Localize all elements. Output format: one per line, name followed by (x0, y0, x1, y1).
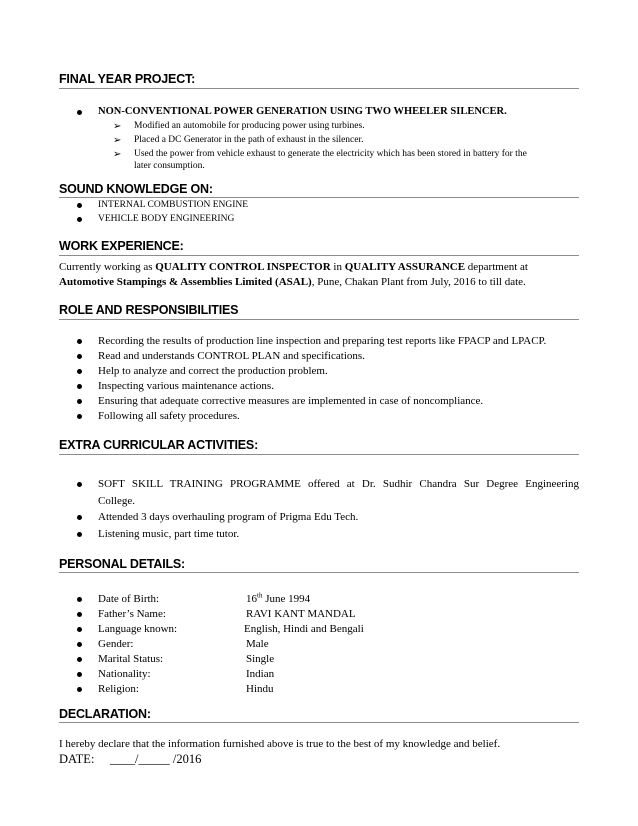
gender-label: Gender: (98, 638, 134, 650)
dob-value (246, 592, 310, 606)
bullet-icon (77, 105, 83, 119)
responsibility-text: Following all safety procedures. (98, 410, 240, 422)
project-point-text: Placed a DC Generator in the path of exhaust in the silencer. (134, 135, 364, 145)
section-divider (59, 255, 579, 256)
religion-label: Religion: (98, 683, 139, 695)
father-name-value: RAVI KANT MANDAL (246, 608, 356, 620)
arrow-bullet-icon: ➢ (113, 135, 122, 146)
knowledge-text: INTERNAL COMBUSTION ENGINE (98, 200, 249, 210)
project-point-text: Used the power from vehicle exhaust to generate the electricity which has been stored in battery for the (134, 149, 527, 159)
father-name-label: Father’s Name: (98, 608, 166, 620)
bullet-icon (77, 637, 83, 651)
company-name: Automotive Stampings & Assemblies Limited (ASAL) (59, 276, 312, 288)
declaration-text: I hereby declare that the information furnished above is true to the best of my knowledge and belief. (59, 738, 501, 750)
final-year-project-heading: FINAL YEAR PROJECT: (59, 72, 196, 86)
bullet-icon (77, 394, 83, 408)
activity-text: Attended 3 days overhauling program of Prigma Edu Tech. (98, 511, 359, 523)
bullet-icon (77, 212, 83, 226)
personal-details-heading: PERSONAL DETAILS: (59, 557, 186, 571)
work-text: Currently working as (59, 261, 156, 273)
bullet-icon (77, 334, 83, 348)
extra-curricular-heading: EXTRA CURRICULAR ACTIVITIES: (59, 438, 259, 452)
section-divider (59, 722, 579, 723)
declaration-heading: DECLARATION: (59, 707, 151, 721)
dob-label: Date of Birth: (98, 593, 160, 605)
dob-rest: June 1994 (262, 593, 311, 605)
responsibility-text: Inspecting various maintenance actions. (98, 380, 274, 392)
arrow-bullet-icon: ➢ (113, 149, 122, 160)
bullet-icon (77, 607, 83, 621)
nationality-label: Nationality: (98, 668, 151, 680)
work-text: in (330, 261, 345, 273)
marital-status-label: Marital Status: (98, 653, 164, 665)
work-text: department at (465, 261, 528, 273)
bullet-icon (77, 622, 83, 636)
bullet-icon (77, 409, 83, 423)
dob-suffix: th (257, 591, 263, 600)
responsibility-text: Ensuring that adequate corrective measures are implemented in case of noncompliance. (98, 395, 484, 407)
religion-value: Hindu (246, 683, 274, 695)
bullet-icon (77, 379, 83, 393)
project-point-text: Modified an automobile for producing power using turbines. (134, 121, 365, 131)
responsibility-text: Help to analyze and correct the production problem. (98, 365, 328, 377)
activity-text: Listening music, part time tutor. (98, 528, 240, 540)
dob-day: 16 (246, 593, 257, 605)
sound-knowledge-heading: SOUND KNOWLEDGE ON: (59, 182, 213, 196)
arrow-bullet-icon: ➢ (113, 121, 122, 132)
bullet-icon (77, 592, 83, 606)
job-role: QUALITY CONTROL INSPECTOR (155, 261, 331, 273)
section-divider (59, 572, 579, 573)
bullet-icon (77, 652, 83, 666)
responsibility-text: Recording the results of production line inspection and preparing test reports like FPACP and LPACP. (98, 335, 547, 347)
bullet-icon (77, 510, 83, 524)
nationality-value: Indian (246, 668, 275, 680)
gender-value: Male (246, 638, 269, 650)
activity-text: SOFT SKILL TRAINING PROGRAMME offered at Dr. Sudhir Chandra Sur Degree Engineering (98, 478, 579, 490)
work-text: , Pune, Chakan Plant from July, 2016 to till date. (311, 276, 526, 288)
section-divider (59, 454, 579, 455)
bullet-icon (77, 198, 83, 212)
bullet-icon (77, 667, 83, 681)
bullet-icon (77, 527, 83, 541)
project-point-text: later consumption. (134, 161, 205, 171)
bullet-icon (77, 477, 83, 491)
section-divider (59, 319, 579, 320)
work-experience-text (59, 260, 579, 290)
marital-status-value: Single (246, 653, 275, 665)
work-experience-heading: WORK EXPERIENCE: (59, 239, 184, 253)
knowledge-text: VEHICLE BODY ENGINEERING (98, 214, 235, 224)
bullet-icon (77, 349, 83, 363)
language-label: Language known: (98, 623, 178, 635)
department: QUALITY ASSURANCE (344, 261, 466, 273)
activity-text: College. (98, 495, 135, 507)
bullet-icon (77, 364, 83, 378)
declaration-date: DATE: ____/_____ /2016 (59, 752, 202, 766)
project-title: NON-CONVENTIONAL POWER GENERATION USING TWO WHEELER SILENCER. (98, 106, 507, 117)
bullet-icon (77, 682, 83, 696)
role-responsibilities-heading: ROLE AND RESPONSIBILITIES (59, 303, 239, 317)
responsibility-text: Read and understands CONTROL PLAN and specifications. (98, 350, 365, 362)
section-divider (59, 88, 579, 89)
language-value: English, Hindi and Bengali (244, 623, 364, 635)
